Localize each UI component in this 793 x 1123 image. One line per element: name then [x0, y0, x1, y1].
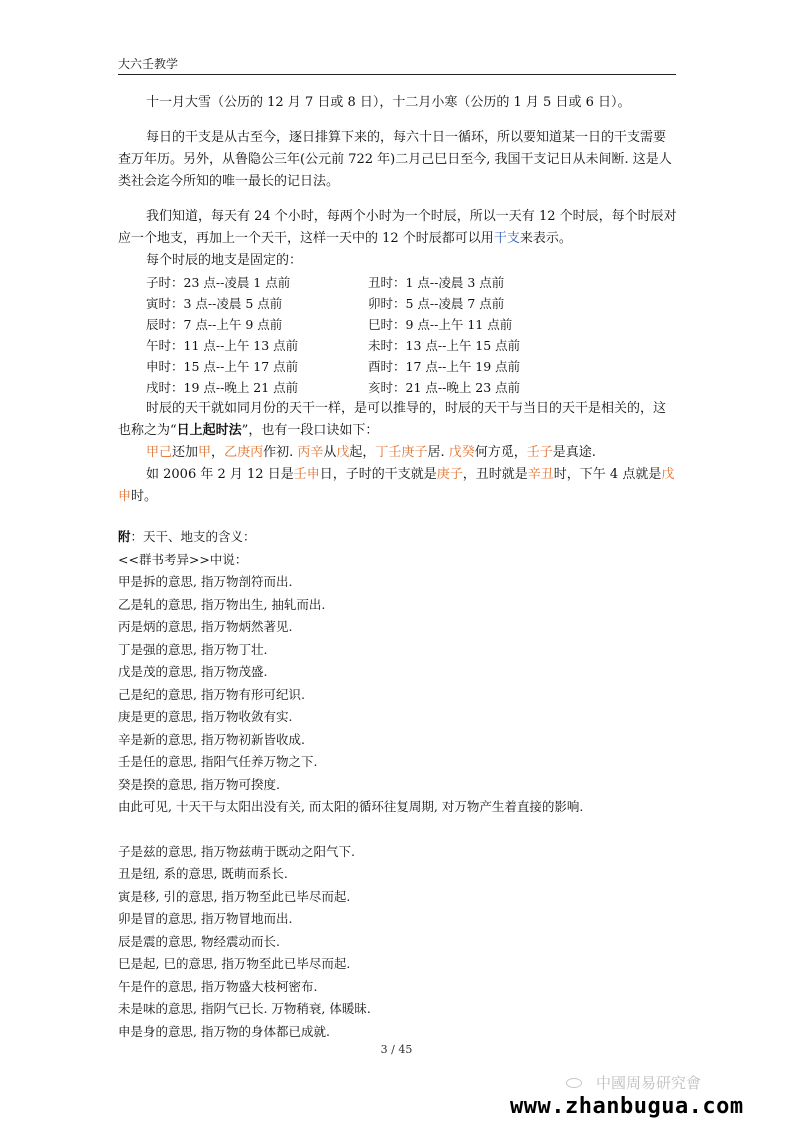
text-span: 时辰的天干就如同月份的天干一样，是可以推导的，时辰的天干与当日的天干是相关的，这也称之为“ — [118, 401, 667, 438]
hour-cell: 亥时：21 点--晚上 23 点前 — [368, 380, 521, 395]
stem-highlight: 壬子 — [526, 445, 553, 460]
document-body — [118, 92, 678, 1043]
list-item: 戊是茂的意思, 指万物茂盛. — [118, 664, 268, 679]
hour-cell: 未时：13 点--上午 15 点前 — [368, 338, 521, 353]
watermark-site: www.zhanbugua.com — [510, 1094, 744, 1119]
text-span: 我们知道，每天有 24 个小时，每两个小时为一个时辰，所以一天有 12 个时辰，每个时辰对应一个地支，再加上一个天干，这样一天中的 12 个时辰都可以用 — [118, 209, 677, 246]
appendix-heading — [118, 526, 678, 549]
appendix-source: <<群书考异>>中说： — [118, 551, 248, 567]
stem-highlight: 丁壬庚子 — [375, 445, 428, 460]
hour-cell: 丑时：1 点--凌晨 3 点前 — [368, 275, 505, 290]
method-name: 日上起时法 — [176, 423, 242, 438]
list-item: 卯是冒的意思, 指万物冒地而出. — [118, 911, 293, 926]
hour-cell: 酉时：17 点--上午 19 点前 — [368, 359, 521, 374]
hour-cell: 申时：15 点--上午 17 点前 — [146, 359, 299, 374]
stem-highlight: 戊癸 — [448, 445, 475, 460]
text-span: 从 — [323, 445, 337, 460]
hour-cell: 辰时：7 点--上午 9 点前 — [146, 317, 283, 332]
watermark-logo-icon — [566, 1078, 582, 1088]
ganzhi-highlight: 辛丑 — [527, 467, 554, 482]
text-span: 还加 — [172, 445, 199, 460]
ganzhi-highlight: 戊申 — [118, 467, 675, 504]
hours-row — [146, 356, 678, 377]
text-span: 来表示。 — [519, 231, 572, 246]
list-item: 子是兹的意思, 指万物兹萌于既动之阳气下. — [118, 843, 355, 859]
text-span: 是真途. — [552, 445, 596, 460]
list-item: 癸是揆的意思, 指万物可揆度. — [118, 776, 280, 792]
hour-cell: 戌时：19 点--晚上 21 点前 — [146, 380, 299, 395]
hours-row — [146, 293, 678, 314]
header-title: 大六壬教学 — [118, 57, 179, 71]
paragraph-solar-terms: 十一月大雪（公历的 12 月 7 日或 8 日），十二月小寒（公历的 1 月 5 日或 6 日）。 — [146, 95, 631, 110]
list-item: 巳是起, 巳的意思, 指万物至此已毕尽而起. — [118, 956, 351, 971]
hours-row — [146, 377, 678, 398]
hours-row — [146, 314, 678, 335]
list-item: 申是身的意思, 指万物的身体都已成就. — [118, 1023, 330, 1039]
hour-cell: 午时：11 点--上午 13 点前 — [146, 338, 299, 353]
verse-line — [118, 442, 678, 464]
hour-cell: 卯时：5 点--凌晨 7 点前 — [368, 296, 505, 311]
stem-highlight: 戊 — [336, 445, 350, 460]
list-item: 辛是新的意思, 指万物初新皆收成. — [118, 731, 305, 747]
page-number: 3 / 45 — [380, 1043, 413, 1056]
text-span: 居. — [427, 445, 445, 460]
paragraph-hours — [118, 206, 678, 250]
stem-highlight: 甲 — [198, 445, 212, 460]
stems-list — [118, 571, 678, 819]
stem-highlight: 丙辛 — [297, 445, 324, 460]
text-span: 时，下午 4 点就是 — [553, 467, 662, 482]
highlight-ganzhi: 干支 — [493, 231, 520, 246]
list-item: 午是仵的意思, 指万物盛大枝柯密布. — [118, 978, 318, 994]
paragraph-day-ganzhi: 每日的干支是从古至今，逐日排算下来的，每六十日一循环，所以要知道某一日的干支需要查万年历。另外，从鲁隐公三年(公元前 722 年)二月己巳日至今, 我国干支记日从未间断. 这是人类社会迄今所知的唯一最长的记日法。 — [118, 130, 672, 189]
text-span: ，丑时就是 — [462, 467, 528, 482]
list-item: 丁是强的意思, 指万物丁壮. — [118, 641, 268, 657]
text-span: 何方觅， — [474, 445, 527, 460]
list-item: 甲是拆的意思, 指万物剖符而出. — [118, 574, 293, 589]
list-item: 庚是更的意思, 指万物收敛有实. — [118, 709, 293, 724]
text-span: 作初. — [263, 445, 294, 460]
watermark-faded-text: 中國周易研究會 — [596, 1074, 702, 1092]
list-item: 壬是任的意思, 指阳气任养万物之下. — [118, 754, 318, 769]
list-item: 丑是纽, 系的意思, 既萌而系长. — [118, 866, 288, 881]
ganzhi-highlight: 壬申 — [293, 467, 320, 482]
text-span: ， — [211, 445, 225, 460]
hours-row — [146, 272, 678, 293]
branches-list — [118, 841, 678, 1044]
text-span: 时。 — [131, 489, 158, 504]
list-item: 未是味的意思, 指阴气已长. 万物稍衰, 体暖昧. — [118, 1001, 371, 1016]
paragraph-hour-stem — [118, 398, 678, 442]
ganzhi-highlight: 庚子 — [436, 467, 463, 482]
appendix-label: 附 — [118, 529, 131, 544]
text-span: 起， — [349, 445, 376, 460]
text-span: ”，也有一段口诀如下： — [241, 423, 379, 438]
stem-highlight: 甲己 — [146, 445, 173, 460]
paragraph-fixed-branches: 每个时辰的地支是固定的： — [146, 253, 303, 268]
list-item: 丙是炳的意思, 指万物炳然著见. — [118, 619, 293, 634]
hours-row — [146, 335, 678, 356]
hour-cell: 寅时：3 点--凌晨 5 点前 — [146, 296, 283, 311]
paragraph-example — [118, 464, 678, 508]
list-item: 乙是轧的意思, 指万物出生, 抽轧而出. — [118, 596, 326, 612]
list-item: 寅是移, 引的意思, 指万物至此已毕尽而起. — [118, 888, 351, 904]
hour-cell: 子时：23 点--凌晨 1 点前 — [146, 275, 291, 290]
text-span: 日，子时的干支就是 — [319, 467, 437, 482]
page-header — [118, 56, 676, 75]
hour-cell: 巳时：9 点--上午 11 点前 — [368, 317, 513, 332]
text-span: 如 2006 年 2 月 12 日是 — [146, 467, 294, 482]
list-item: 由此可见, 十天干与太阳出没有关, 而太阳的循环往复周期, 对万物产生着直接的影响. — [118, 799, 584, 814]
list-item: 辰是震的意思, 物经震动而长. — [118, 933, 280, 949]
list-item: 己是纪的意思, 指万物有形可纪识. — [118, 686, 305, 702]
appendix-title: ：天干、地支的含义： — [130, 529, 256, 544]
stem-highlight: 乙庚丙 — [224, 445, 264, 460]
hours-table — [118, 272, 678, 398]
